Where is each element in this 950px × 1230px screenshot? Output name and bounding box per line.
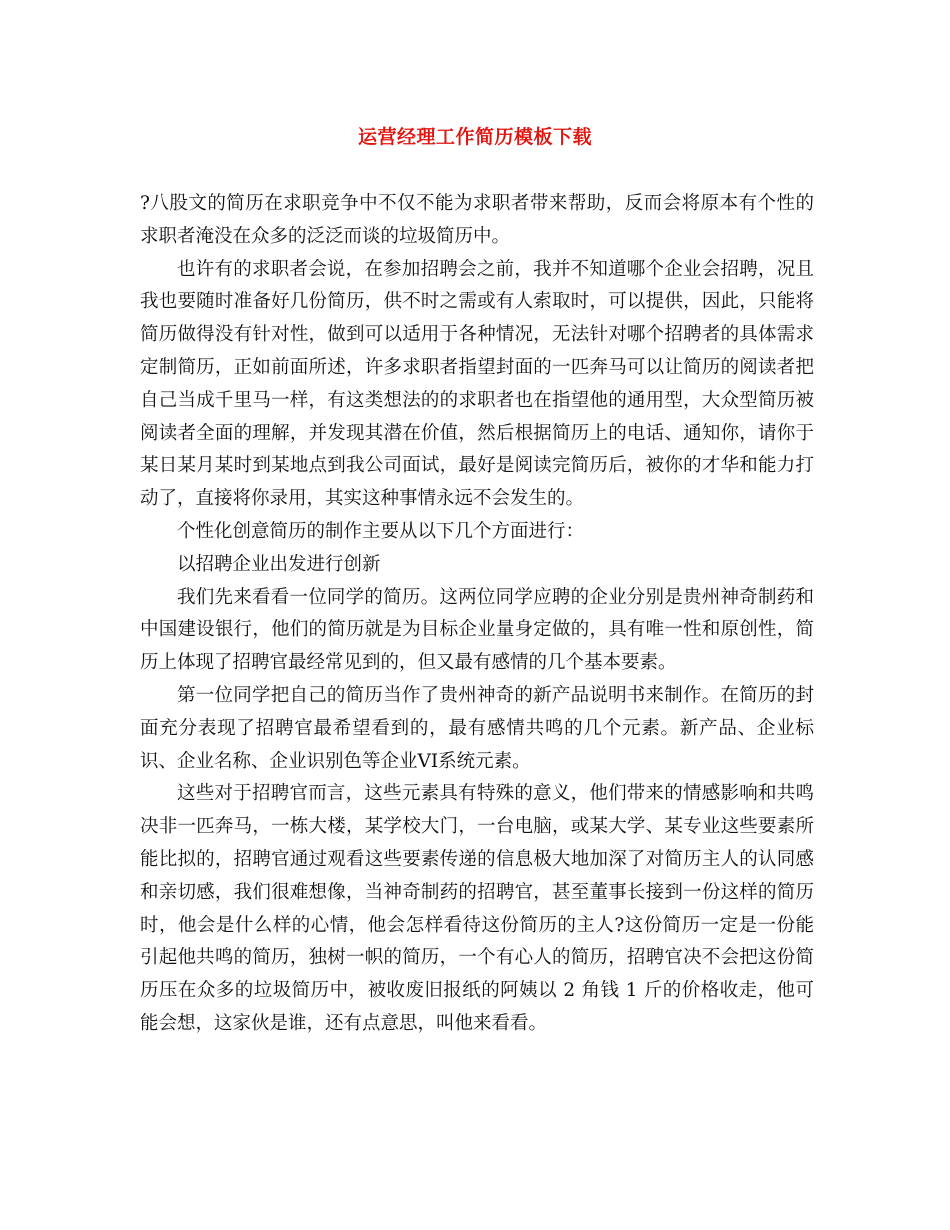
paragraph-2: 也许有的求职者会说，在参加招聘会之前，我并不知道哪个企业会招聘，况且我也要随时准备好几份简历，供不时之需或有人索取时，可以提供，因此，只能将简历做得没有针对性，做到可以适用于各种情况，无法针对哪个招聘者的具体需求定制简历，正如前面所述，许多求职者指望封面的一匹奔马可以让简历的阅读者把自己当成千里马一样，有这类想法的的求职者也在指望他的通用型，大众型简历被阅读者全面的理解，并发现其潜在价值，然后根据简历上的电话、通知你，请你于某日某月某时到某地点到我公司面试，最好是阅读完简历后，被你的才华和能力打动了，直接将你录用，其实这种事情永远不会发生的。: [140, 258, 814, 510]
paragraph-6: 第一位同学把自己的简历当作了贵州神奇的新产品说明书来制作。在简历的封面充分表现了招聘官最希望看到的，最有感情共鸣的几个元素。新产品、企业标识、企业名称、企业识别色等企业VI系统元素。: [140, 684, 814, 772]
document-title: 运营经理工作简历模板下载: [357, 126, 592, 148]
paragraph-3: 个性化创意简历的制作主要从以下几个方面进行：: [177, 520, 585, 542]
paragraph-1: ?八股文的简历在求职竞争中不仅不能为求职者带来帮助，反而会将原本有个性的求职者淹没在众多的泛泛而谈的垃圾简历中。: [140, 193, 814, 247]
document-body: [140, 188, 814, 1041]
paragraph-5: 我们先来看看一位同学的简历。这两位同学应聘的企业分别是贵州神奇制药和中国建设银行，他们的简历就是为目标企业量身定做的，具有唯一性和原创性，简历上体现了招聘官最经常见到的，但又最有感情的几个基本要素。: [140, 586, 814, 674]
paragraph-7: 这些对于招聘官而言，这些元素具有特殊的意义，他们带来的情感影响和共鸣决非一匹奔马，一栋大楼，某学校大门，一台电脑，或某大学、某专业这些要素所能比拟的，招聘官通过观看这些要素传递的信息极大地加深了对简历主人的认同感和亲切感，我们很难想像，当神奇制药的招聘官，甚至董事长接到一份这样的简历时，他会是什么样的心情，他会怎样看待这份简历的主人?这份简历一定是一份能引起他共鸣的简历，独树一帜的简历，一个有心人的简历，招聘官决不会把这份简历压在众多的垃圾简历中，被收废旧报纸的阿姨以 2 角钱 1 斤的价格收走，他可能会想，这家伙是谁，还有点意思，叫他来看看。: [140, 783, 814, 1034]
paragraph-4: 以招聘企业出发进行创新: [177, 553, 381, 575]
